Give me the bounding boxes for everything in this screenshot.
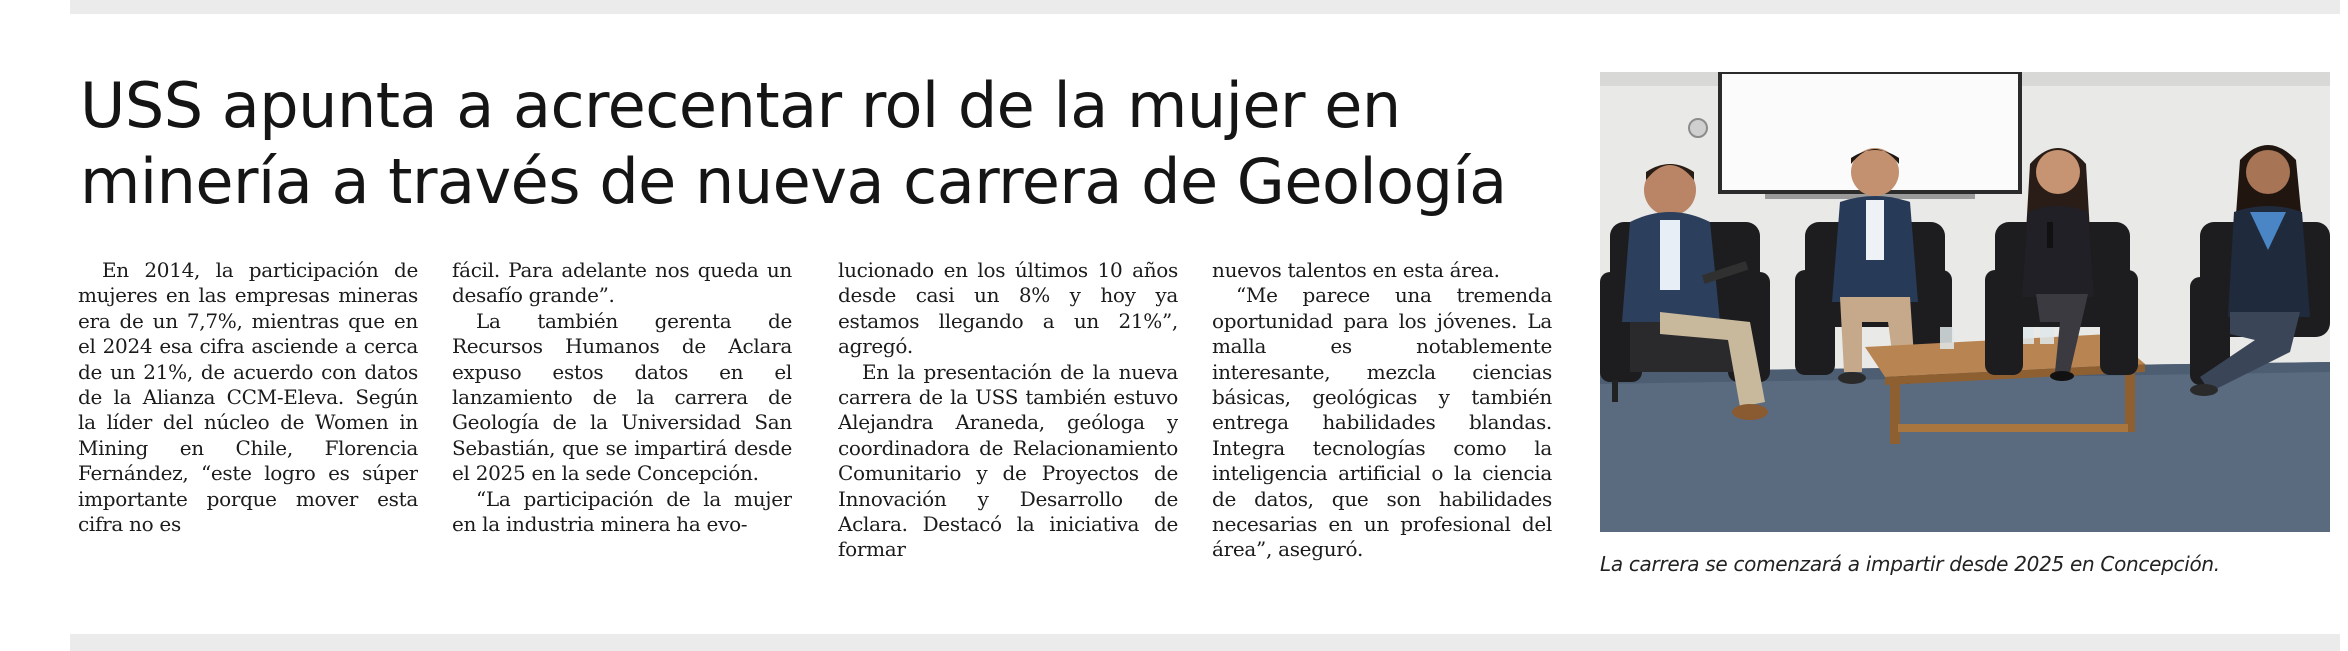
article-column-2 [452,258,792,588]
article-column-1 [78,258,418,588]
panel-discussion-illustration [1600,72,2330,532]
bottom-divider-band [70,634,2340,651]
paragraph: “La participación de la mujer en la industria minera ha evo- [452,486,792,537]
microphone [2047,222,2053,248]
headline-line-2: minería a través de nueva carrera de Geología [80,145,1507,218]
article-column-3 [838,258,1178,588]
paragraph-continuation: nuevos talentos en esta área. [1212,258,1500,282]
article-headline [80,68,1580,220]
paragraph-continuation: lucionado en los últimos 10 años desde casi un 8% y hoy ya estamos llegando a un 21%”, agregó. [838,258,1178,359]
paragraph: La también gerenta de Recursos Humanos de Aclara expuso estos datos en el lanzamiento de la carrera de Geología de la Universidad San Sebastián, que se impartirá desde el 2025 en la sede Concepción. [452,308,792,486]
paragraph: En 2014, la participación de mujeres en las empresas mineras era de un 7,7%, mientras que en el 2024 esa cifra asciende a cerca de un 21%, de acuerdo con datos de la Alianza CCM-Eleva. Según la líder del núcleo de Women in Mining en Chile, Florencia Fernández, “este logro es súper importante porque mover esta cifra no es [78,258,418,537]
top-divider-band [70,0,2340,14]
paragraph: En la presentación de la nueva carrera de la USS también estuvo Alejandra Araneda, geóloga y coordinadora de Relacionamiento Comunitario y de Proyectos de Innovación y Desarrollo de Aclara. Destacó la iniciativa de formar [838,359,1178,562]
photo-caption: La carrera se comenzará a impartir desde 2025 en Concepción. [1600,552,2220,576]
article-photo [1600,72,2330,532]
article-column-4 [1212,258,1552,588]
paragraph-continuation: fácil. Para adelante nos queda un desafío grande”. [452,258,792,308]
carpet [1600,362,2330,532]
paragraph: “Me parece una tremenda oportunidad para los jóvenes. La malla es notablemente interesante, mezcla ciencias básicas, geológicas y también entrega habilidades blandas. Integra tecnologías como la inteligencia artificial o la ciencia de datos, que son habilidades necesarias en un profesional del área”, aseguró. [1212,283,1552,562]
headline-line-1: USS apunta a acrecentar rol de la mujer en [80,69,1401,142]
